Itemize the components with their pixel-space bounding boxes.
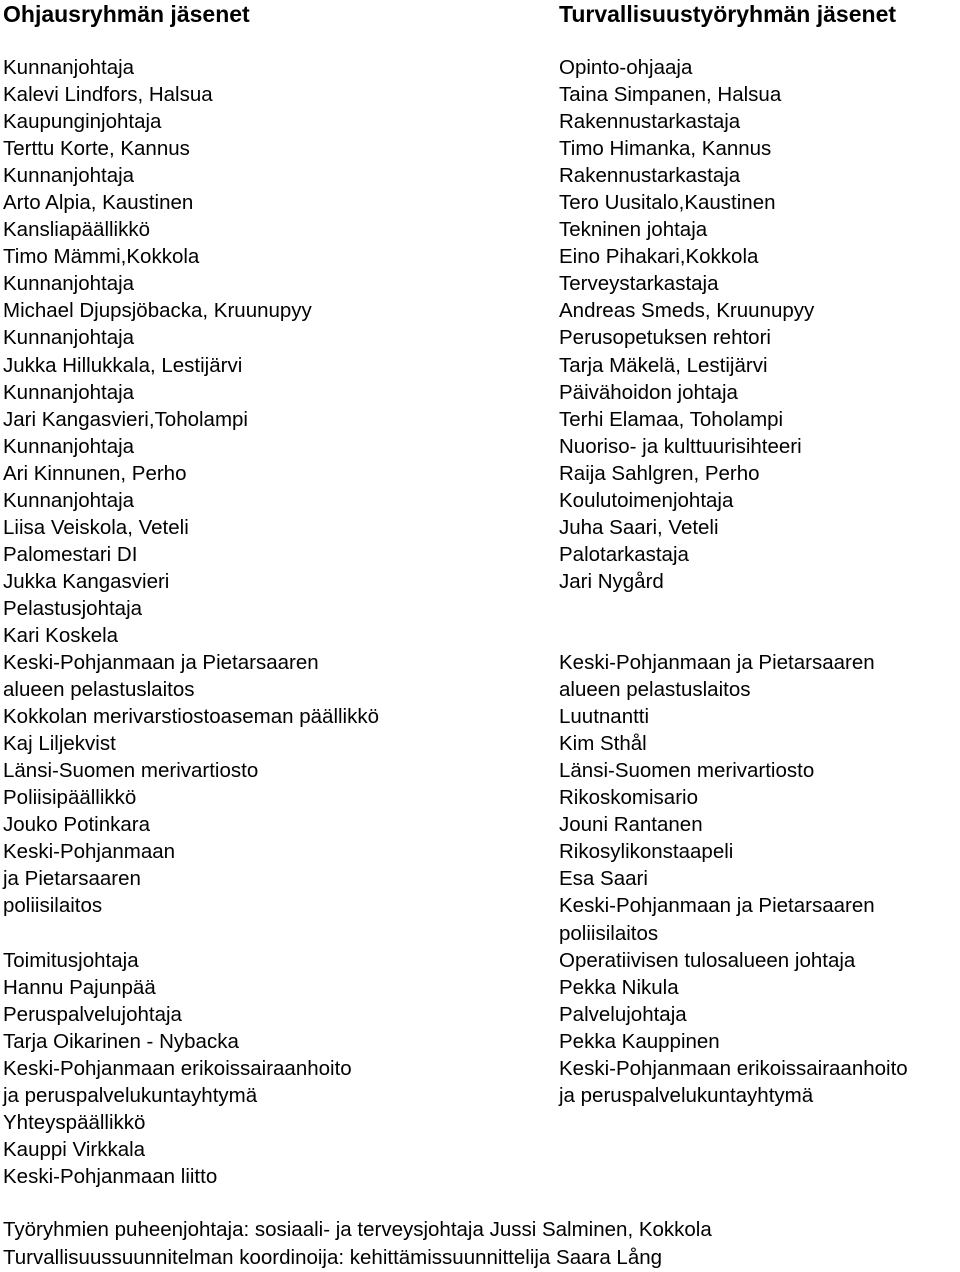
list-item: Opinto-ohjaaja [559, 56, 693, 79]
list-item: Kunnanjohtaja [3, 326, 135, 350]
list-item: Esa Saari [559, 867, 648, 891]
list-item: Operatiivisen tulosalueen johtaja [559, 948, 856, 972]
list-item: Keski-Pohjanmaan ja Pietarsaaren [559, 894, 875, 918]
list-item: Luutnantti [559, 705, 650, 729]
list-item: Jukka Kangasvieri [3, 569, 170, 593]
list-item: Palomestari DI [3, 542, 138, 566]
list-item: Kansliapäällikkö [3, 218, 151, 242]
list-item: Rakennustarkastaja [559, 110, 741, 134]
list-item: Arto Alpia, Kaustinen [3, 191, 194, 215]
list-item: Timo Himanka, Kannus [559, 137, 772, 161]
list-item: Kunnanjohtaja [3, 272, 135, 296]
list-item: Koulutoimenjohtaja [559, 488, 734, 512]
safety-group-member-list [559, 54, 959, 1109]
list-item: Tarja Oikarinen - Nybacka [3, 1029, 239, 1053]
list-item: Rikosylikonstaapeli [559, 840, 734, 864]
list-item: Kokkolan merivarstiostoaseman päällikkö [3, 705, 380, 729]
footer-line: Työryhmien puheenjohtaja: sosiaali- ja terveysjohtaja Jussi Salminen, Kokkola [3, 1218, 712, 1241]
list-item: Liisa Veiskola, Veteli [3, 515, 189, 539]
list-item: Juha Saari, Veteli [559, 515, 719, 539]
steering-group-member-list [3, 54, 548, 1190]
list-item: Jukka Hillukkala, Lestijärvi [3, 353, 243, 377]
list-item: Keski-Pohjanmaan liitto [3, 1164, 218, 1188]
list-item: Kalevi Lindfors, Halsua [3, 83, 213, 107]
list-item: Jouko Potinkara [3, 813, 151, 837]
list-item: Tero Uusitalo,Kaustinen [559, 191, 776, 215]
list-item: Toimitusjohtaja [3, 948, 139, 972]
list-item: Hannu Pajunpää [3, 975, 156, 999]
list-item: Perusopetuksen rehtori [559, 326, 771, 350]
list-item: Taina Simpanen, Halsua [559, 83, 782, 107]
list-item: Länsi-Suomen merivartiosto [3, 759, 259, 783]
safety-group-heading: Turvallisuustyöryhmän jäsenet [559, 1, 897, 27]
list-item: Keski-Pohjanmaan ja Pietarsaaren [3, 651, 319, 675]
list-item: poliisilaitos [3, 894, 103, 918]
footer-notes [3, 1216, 959, 1272]
list-item: Eino Pihakari,Kokkola [559, 245, 759, 269]
list-item: Tekninen johtaja [559, 218, 708, 242]
list-item: ja peruspalvelukuntayhtymä [559, 1083, 814, 1107]
list-item: Kunnanjohtaja [3, 434, 135, 458]
list-item: Päivähoidon johtaja [559, 380, 738, 404]
list-item: Nuoriso- ja kulttuurisihteeri [559, 434, 802, 458]
list-item: Andreas Smeds, Kruunupyy [559, 299, 815, 323]
list-item: Pekka Nikula [559, 975, 679, 999]
list-item: alueen pelastuslaitos [3, 678, 195, 702]
footer-line: Turvallisuussuunnitelman koordinoija: kehittämissuunnittelija Saara Lång [3, 1246, 663, 1269]
list-item: Keski-Pohjanmaan [3, 840, 176, 864]
list-item: Länsi-Suomen merivartiosto [559, 759, 815, 783]
list-item: Kunnanjohtaja [3, 56, 135, 79]
list-item: Keski-Pohjanmaan erikoissairaanhoito [3, 1056, 352, 1080]
list-item: Rakennustarkastaja [559, 164, 741, 188]
list-item: Michael Djupsjöbacka, Kruunupyy [3, 299, 312, 323]
list-item: Tarja Mäkelä, Lestijärvi [559, 353, 768, 377]
list-item: Kauppi Virkkala [3, 1137, 146, 1161]
list-item: Terveystarkastaja [559, 272, 719, 296]
list-item: Kaupunginjohtaja [3, 110, 162, 134]
list-item: Peruspalvelujohtaja [3, 1002, 182, 1026]
list-item: Keski-Pohjanmaan ja Pietarsaaren [559, 651, 875, 675]
list-item: Kim Sthål [559, 732, 647, 756]
list-item: Ari Kinnunen, Perho [3, 461, 187, 485]
list-item: Keski-Pohjanmaan erikoissairaanhoito [559, 1056, 908, 1080]
list-item: ja peruspalvelukuntayhtymä [3, 1083, 258, 1107]
list-item: Pelastusjohtaja [3, 596, 143, 620]
list-item: Kaj Liljekvist [3, 732, 116, 756]
list-item [559, 622, 959, 649]
list-item: Kunnanjohtaja [3, 488, 135, 512]
list-item: Poliisipäällikkö [3, 786, 137, 810]
list-item: Timo Mämmi,Kokkola [3, 245, 200, 269]
list-item: Kunnanjohtaja [3, 380, 135, 404]
list-item: Kunnanjohtaja [3, 164, 135, 188]
list-item: poliisilaitos [559, 921, 659, 945]
list-item: alueen pelastuslaitos [559, 678, 751, 702]
list-item: Jari Nygård [559, 569, 664, 593]
list-item: ja Pietarsaaren [3, 867, 141, 891]
list-item: Palvelujohtaja [559, 1002, 687, 1026]
list-item: Pekka Kauppinen [559, 1029, 720, 1053]
steering-group-heading: Ohjausryhmän jäsenet [3, 1, 250, 27]
list-item: Jouni Rantanen [559, 813, 703, 837]
list-item: Rikoskomisario [559, 786, 698, 810]
list-item: Terttu Korte, Kannus [3, 137, 190, 161]
list-item: Kari Koskela [3, 623, 119, 647]
list-item: Raija Sahlgren, Perho [559, 461, 760, 485]
list-item: Yhteyspäällikkö [3, 1110, 146, 1134]
list-item [3, 920, 548, 947]
list-item: Jari Kangasvieri,Toholampi [3, 407, 248, 431]
list-item: Palotarkastaja [559, 542, 689, 566]
list-item: Terhi Elamaa, Toholampi [559, 407, 784, 431]
list-item [559, 595, 959, 622]
